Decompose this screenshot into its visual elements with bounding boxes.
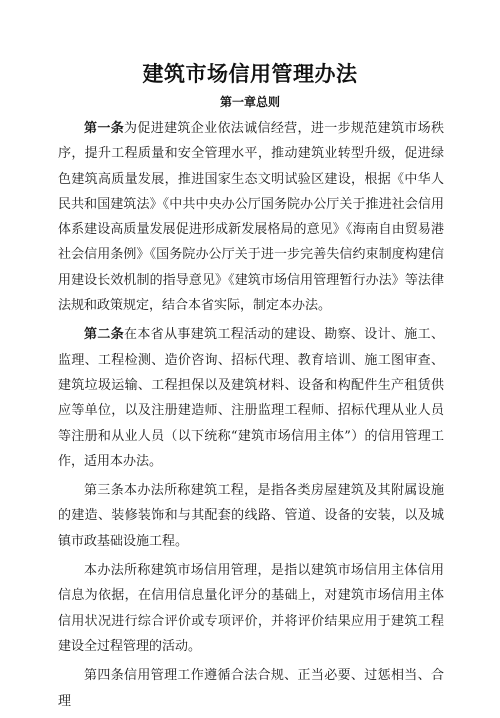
article-1-paragraph	[58, 116, 444, 318]
article-3-paragraph	[58, 478, 444, 554]
article-3-definition-paragraph	[58, 558, 444, 659]
article-3-definition-text: 本办法所称建筑市场信用管理，是指以建筑市场信用主体信用信息为依据，在信用信息量化评分的基础上，对建筑市场信用主体信用状况进行综合评价或专项评价，并将评价结果应用于建筑工程建设全过程管理的活动。	[58, 563, 444, 654]
article-4-paragraph	[58, 663, 444, 714]
article-3-text: 第三条本办法所称建筑工程，是指各类房屋建筑及其附属设施的建造、装修装饰和与其配套的线路、管道、设备的安装，以及城镇市政基础设施工程。	[58, 483, 444, 549]
article-4-text: 第四条信用管理工作遵循合法合规、正当必要、过惩相当、合理	[58, 668, 444, 709]
chapter-heading: 第一章总则	[219, 95, 280, 109]
article-2-paragraph	[58, 322, 444, 474]
document-body	[58, 116, 444, 718]
article-2-text: 在本省从事建筑工程活动的建设、勘察、设计、施工、监理、工程检测、造价咨询、招标代理、教育培训、施工图审查、建筑垃圾运输、工程担保以及建筑材料、设备和构配件生产租赁供应等单位，以及注册建造师、注册监理工程师、招标代理从业人员等注册和从业人员（以下统称“建筑市场信用主体”）的信用管理工作，适用本办法。	[58, 327, 444, 469]
document-title: 建筑市场信用管理办法	[142, 62, 358, 86]
article-1-lead: 第一条	[84, 121, 125, 136]
article-2-lead: 第二条	[84, 327, 125, 343]
article-1-text: 为促进建筑企业依法诚信经营，进一步规范建筑市场秩序，提升工程质量和安全管理水平，推动建筑业转型升级，促进绿色建筑高质量发展，推进国家生态文明试验区建设，根据《中华人民共和国建筑法》《中共中央办公厅国务院办公厅关于推进社会信用体系建设高质量发展促进形成新发展格局的意见》《海南自由贸易港社会信用条例》《国务院办公厅关于进一步完善失信约束制度构建信用建设长效机制的指导意见》《建筑市场信用管理暂行办法》等法律法规和政策规定，结合本省实际，制定本办法。	[58, 121, 444, 314]
